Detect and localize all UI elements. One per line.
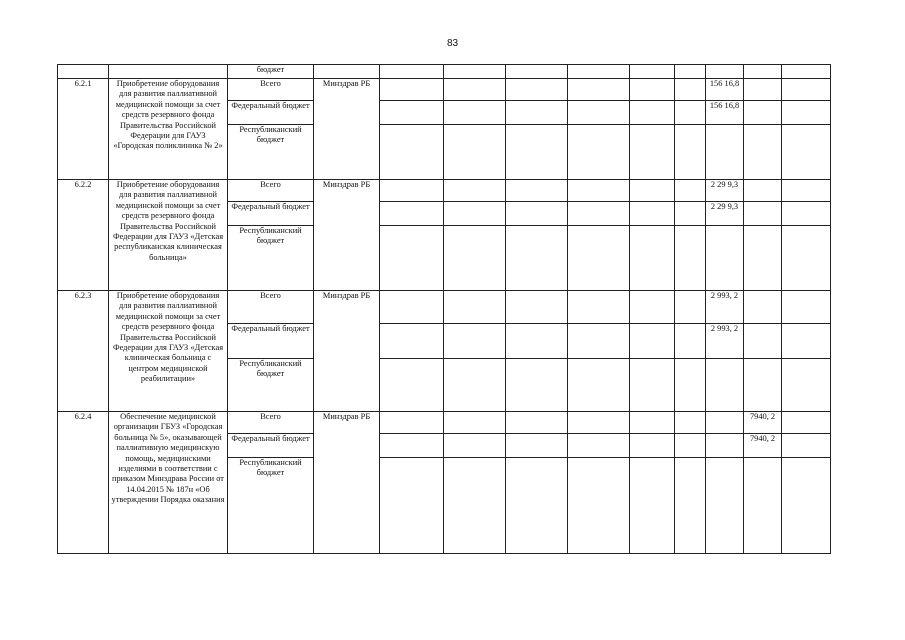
row-number: 6.2.1 xyxy=(58,79,109,180)
table-row xyxy=(58,79,831,101)
row-number: 6.2.3 xyxy=(58,291,109,412)
measure-name: Приобретение оборудования для развития паллиативной медицинской помощи за счет средств резервного фонда Правительства Российской Федерации для ГАУЗ «Детская республиканская клиническая больница» xyxy=(109,180,228,291)
table-row xyxy=(58,412,831,434)
table-row xyxy=(58,65,831,79)
source-label: Всего xyxy=(228,291,314,324)
table-row xyxy=(58,180,831,202)
measure-name: Обеспечение медицинской организации ГБУЗ «Городская больница № 5», оказывающей паллиативную медицинскую помощь, медицинскими изделиями в соответствии с приказом Минздрава России от 14.04.2015 № 187н «Об утверждении Порядка оказания xyxy=(109,412,228,554)
row-number: 6.2.4 xyxy=(58,412,109,554)
source-label: Республиканский бюджет xyxy=(228,458,314,554)
source-label: бюджет xyxy=(228,65,314,79)
executor: Минздрав РБ xyxy=(314,412,380,554)
source-label: Федеральный бюджет xyxy=(228,434,314,458)
measure-name: Приобретение оборудования для развития паллиативной медицинской помощи за счет средств резервного фонда Правительства Российской Федерации для ГАУЗ «Детская клиническая больница с центром медицинской реабилитации» xyxy=(109,291,228,412)
executor: Минздрав РБ xyxy=(314,180,380,291)
table-row xyxy=(58,291,831,324)
amount-cell: 2 29 9,3 xyxy=(706,202,744,226)
source-label: Республиканский бюджет xyxy=(228,359,314,412)
amount-cell: 7940, 2 xyxy=(744,434,782,458)
budget-table xyxy=(57,64,831,554)
row-number: 6.2.2 xyxy=(58,180,109,291)
source-label: Всего xyxy=(228,412,314,434)
page-number: 83 xyxy=(446,38,459,49)
amount-cell: 2 993, 2 xyxy=(706,324,744,359)
measure-name: Приобретение оборудования для развития паллиативной медицинской помощи за счет средств резервного фонда Правительства Российской Федерации для ГАУЗ «Городская поликлиника № 2» xyxy=(109,79,228,180)
source-label: Федеральный бюджет xyxy=(228,324,314,359)
amount-cell: 7940, 2 xyxy=(744,412,782,434)
source-label: Республиканский бюджет xyxy=(228,226,314,291)
amount-cell: 156 16,8 xyxy=(706,101,744,125)
source-label: Всего xyxy=(228,79,314,101)
source-label: Федеральный бюджет xyxy=(228,202,314,226)
source-label: Федеральный бюджет xyxy=(228,101,314,125)
amount-cell: 156 16,8 xyxy=(706,79,744,101)
executor: Минздрав РБ xyxy=(314,79,380,180)
amount-cell: 2 29 9,3 xyxy=(706,180,744,202)
executor: Минздрав РБ xyxy=(314,291,380,412)
source-label: Всего xyxy=(228,180,314,202)
source-label: Республиканский бюджет xyxy=(228,125,314,180)
amount-cell: 2 993, 2 xyxy=(706,291,744,324)
